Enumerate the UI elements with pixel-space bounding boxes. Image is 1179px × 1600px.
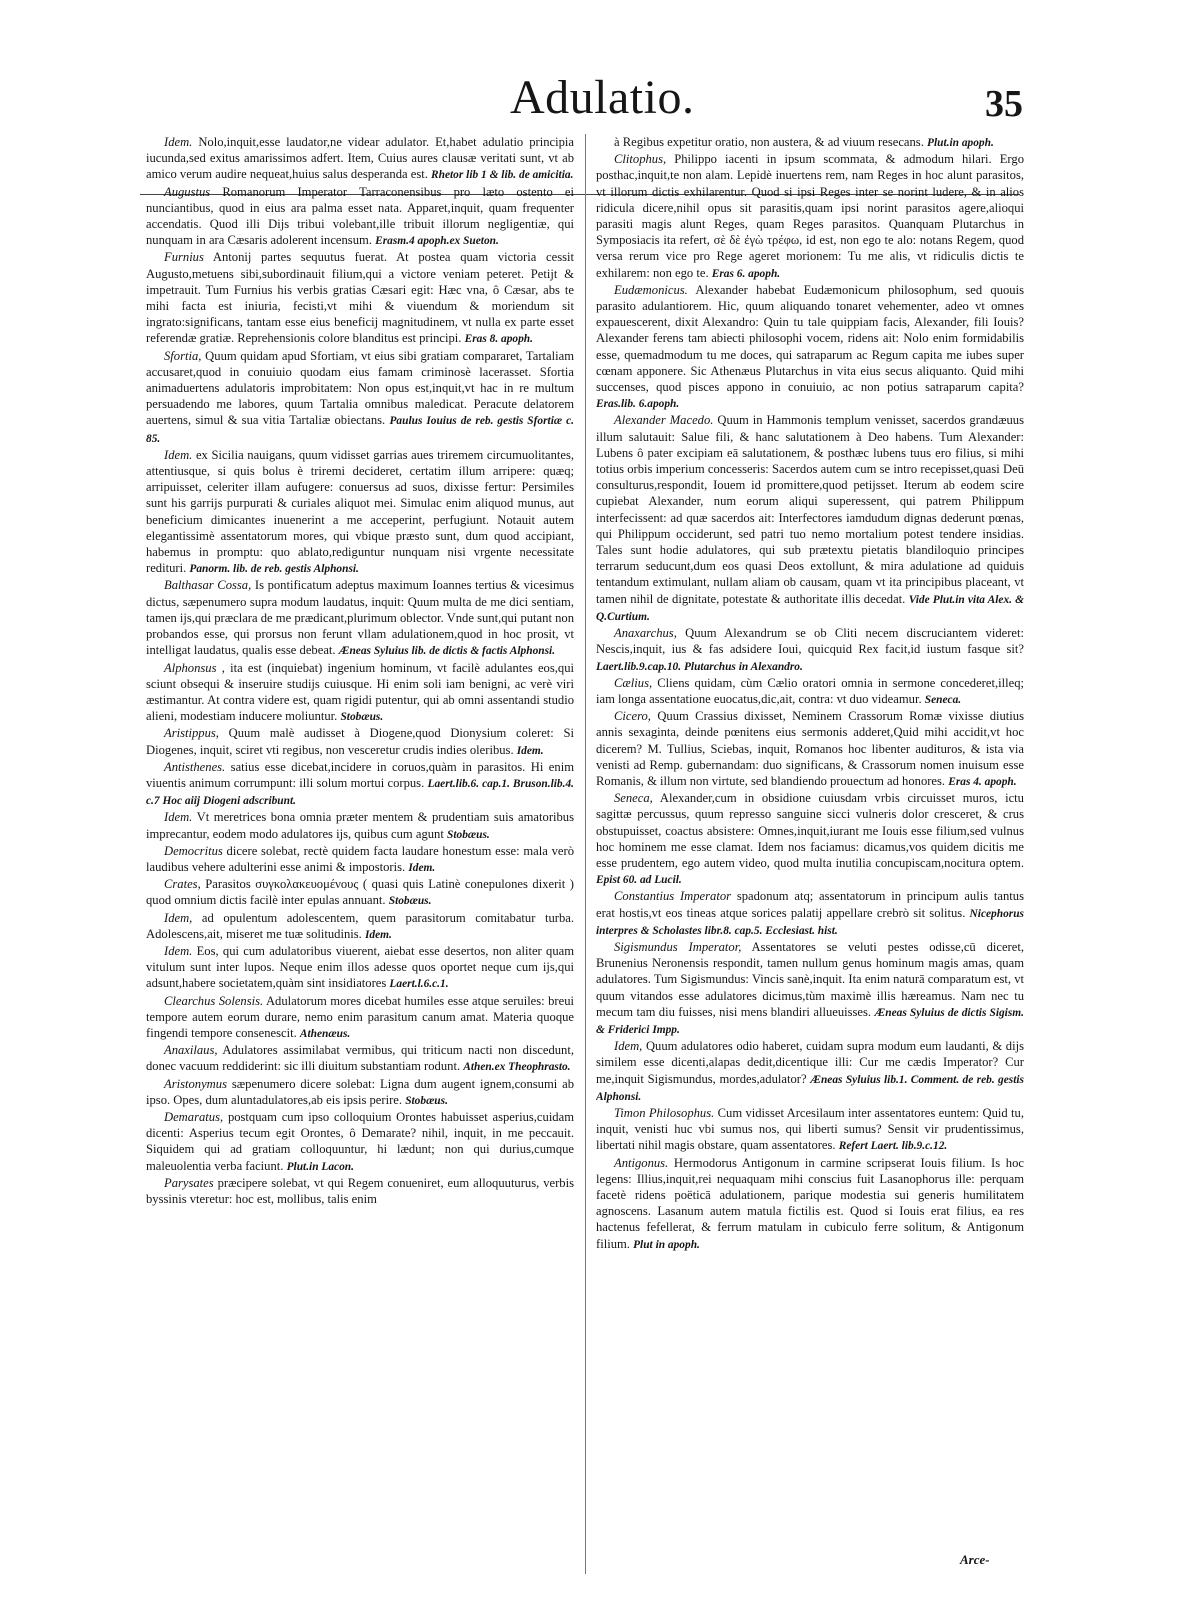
entry-citation: Panorm. lib. de reb. gestis Alphonsi. — [189, 563, 359, 576]
entry-lead-name: Clearchus Solensis. — [164, 993, 264, 1008]
entry-citation: Eras 8. apoph. — [464, 333, 533, 346]
entry-citation: Idem. — [408, 861, 436, 874]
entry-citation: Eras.lib. 6.apoph. — [596, 398, 680, 411]
entry-lead-name: Antisthenes. — [164, 759, 226, 774]
entry-citation: Æneas Syluius lib. de dictis & factis Alphonsi. — [338, 645, 556, 658]
apophthegm-entry — [596, 1155, 1024, 1253]
entry-citation: Athenæus. — [299, 1027, 351, 1040]
entry-lead-name: Democritus — [164, 843, 223, 858]
catchword: Arce- — [960, 1552, 990, 1567]
entry-citation: Idem. — [516, 744, 544, 757]
entry-lead-name: Balthasar Cossa, — [164, 578, 252, 593]
left-column — [146, 134, 574, 1574]
entry-lead-name: Idem. — [164, 447, 193, 462]
entry-citation: Paulus Iouius de reb. gestis Sfortiæ c. 85. — [146, 415, 574, 445]
entry-lead-name: Seneca, — [614, 791, 653, 806]
apophthegm-entry — [596, 625, 1024, 675]
apophthegm-entry — [596, 151, 1024, 282]
entry-citation: Refert Laert. lib.9.c.12. — [838, 1140, 948, 1153]
entry-lead-name: Constantius Imperator — [614, 889, 732, 904]
entry-citation: Seneca. — [924, 693, 962, 706]
entry-citation: Eras 6. apoph. — [711, 267, 781, 280]
entry-text: Quum malè audisset à Diogene,quod Dionysium coleret: Si Diogenes, inquit, sciret vti regibus, non vesceretur crudis indies oleribus. — [146, 726, 574, 757]
entry-citation: Stobæus. — [388, 895, 432, 908]
entry-text: Hermodorus Antigonum in carmine scripserat Iouis filium. Is hoc legens: Illius,inquit,rei nequaquam mihi conscius fuit Lasanophorus ille: perquam facetè ridens poëticā adulationem, parique modestia sui generis humilitatem agnoscens. Lasanum autem matula fictilis est. Quod si Iouis erat filius, ea res hactenus fefellerat, & ferrum matulam in cubiculo ferre solitum, & Antigonum filium. — [596, 1155, 1024, 1251]
entry-citation: Laert.l.6.c.1. — [389, 978, 449, 991]
entry-lead-name: Demaratus, — [164, 1109, 224, 1124]
entry-text: Parasitos συγκολακευομένους ( quasi quis Latinè conepulones dixerit ) quod omnium dictis facilè inter epulas annuant. — [146, 877, 574, 908]
entry-citation: Idem. — [364, 928, 392, 941]
apophthegm-entry — [146, 993, 574, 1043]
apophthegm-entry — [146, 134, 574, 184]
entry-lead-name: Clitophus, — [614, 152, 667, 167]
entry-lead-name: Timon Philosophus. — [614, 1105, 715, 1120]
entry-lead-name: Idem. — [164, 943, 193, 958]
entry-text: sæpenumero dicere solebat: Ligna dum augent ignem,consumi ab ipso. Opes, dum aluntadulatores,ab eis ipsis perire. — [146, 1076, 574, 1107]
apophthegm-entry — [596, 939, 1024, 1038]
entry-citation: Epist 60. ad Lucil. — [596, 874, 682, 887]
entry-text: Quum in Hammonis templum venisset, sacerdos grandæuus illum salutauit: Salue fili, & hanc salutationem à Deo habens. Tum Alexander: Lubens ô pater excipiam eā salutationem, & posthæc lubens tuus ero filius, si mihi totius orbis imperium concesseris: Sacerdos autem cum se intro recepisset,quasi Deū consulturus,respondit, Iouem id promittere,quod petijsset. Iterum ab eodem scire cupiebat Alexander, num eorum aliqui superessent, qui patrem Philippum interfecissent: ad quæ sacerdos ait: Interfectores iamdudum dignas dederunt pœnas, qui Philippum occiderunt, sed patri tuo nemo mortalium potest tendere insidias. Tales sunt hodie adulatores, qui sub prætextu pietatis blandiloquio principes terrarum seducunt,dum eos quasi Deos extollunt, & mira adulatione ad quiduis tentandum extimulant, nullam aliam ob causam, quam vt ita principibus placeant, vt tamen nihil de dignitate, potestate & authoritate illis decedat. — [596, 413, 1024, 606]
apophthegm-entry — [146, 447, 574, 578]
entry-text: à Regibus expetitur oratio, non austera, & ad viuum resecans. — [614, 135, 924, 149]
entry-citation: Vide Plut.in vita Alex. & Q.Curtium. — [596, 593, 1024, 623]
entry-text: ex Sicilia nauigans, quum vidisset garrias aues triremem circumuolitantes, attentiusque, si quis bolus è triremi decideret, certatim illum arripere: quæq; arripuisset, celeriter illam aufugere: conuersus ad suos, dixisse fertur: Persimiles sunt his garrijs purpurati & curiales aliquot mei. Simulac enim aliquod munus, aut beneficium dimicantes inuenerint a me acceperint, perfugiunt. Notauit autem elegantissimè assentatorum mores, qui vbique præsto sunt, dum quod accipiant, habemus in promptu: quo ablato,rediguntur nunquam nisi vrgente necessitate redituri. — [146, 447, 574, 576]
entry-text: præcipere solebat, vt qui Regem conueniret, eum alloquuturus, verbis byssinis vteretur: hoc est, mollibus, talis enim — [146, 1175, 574, 1206]
entry-lead-name: Idem. — [164, 135, 193, 149]
entry-text: spadonum atq; assentatorum in principum aulis tantus erat hostis,vt eos tineas atque sorices palatij appellare crebrò sit solitus. — [596, 889, 1024, 920]
apophthegm-entry — [146, 577, 574, 659]
entry-lead-name: Eudæmonicus. — [614, 282, 688, 297]
entry-citation: Æneas Syluius lib.1. Comment. de reb. gestis Alphonsi. — [596, 1073, 1024, 1103]
apophthegm-entry — [146, 1109, 574, 1175]
entry-text: Alexander,cum in obsidione cuiusdam vrbis circuisset muros, ictu sagittæ percussus, quum represso sanguine sicci vulneris dolor cresceret, & crus obstupuisset, coactus absistere: Omnes,inquit,iurant me Iouis esse filium,sed vulnus hoc hominem me esse clamat. Idem nos faciamus: dicamus,vos quidem dicitis me esse prudentem, ego autem video, quod multa inutilia concupiscam,nocitura optem. — [596, 791, 1024, 870]
entry-lead-name: Augustus — [164, 184, 211, 199]
entry-citation: Rhetor lib 1 & lib. de amicitia. — [431, 169, 574, 182]
apophthegm-entry — [146, 184, 574, 250]
entry-text: ad opulentum adolescentem, quem parasitorum comitabatur turba. Adolescens,ait, miseret me tuæ solitudinis. — [146, 910, 574, 941]
entry-citation: Laert.lib.9.cap.10. Plutarchus in Alexandro. — [596, 660, 803, 673]
entry-lead-name: Anaxilaus, — [164, 1043, 218, 1058]
entry-citation: Plut.in apoph. — [927, 137, 994, 149]
entry-text: Adulatores assimilabat vermibus, qui triticum nacti non discedunt, donec vacuum reddiderint: sic illi diuitum substantiam rodunt. — [146, 1043, 574, 1074]
page-title: Adulatio. — [510, 71, 695, 124]
entry-citation: Stobæus. — [405, 1094, 448, 1107]
entry-lead-name: Furnius — [164, 250, 204, 265]
entry-lead-name: Idem, — [164, 910, 193, 925]
entry-citation: Athen.ex Theophrasto. — [463, 1061, 571, 1074]
entry-lead-name: Parysates — [164, 1175, 214, 1190]
entry-citation: Erasm.4 apoph.ex Sueton. — [375, 235, 499, 248]
entry-text: Quum adulatores odio haberet, cuidam supra modum eum laudanti, & dijs similem esse dicenti,alapas dedit,dicentique illi: Cur me cædis Imperator? Cur me,inquit Sigismundus, mordes,adulator? — [596, 1039, 1024, 1086]
apophthegm-entry — [596, 888, 1024, 939]
apophthegm-entry — [146, 660, 574, 726]
entry-text: Assentatores se veluti pestes odisse,cū diceret, Brunenius Neronensis respondit, tamen nullum genus hominum magis amas, quam adulatores. Tum Sigismundus: Vincis sanè,inquit. Ita enim naturā comparatum est, vt quum vitandos esse adulatores dicimus,tùm maximè illis hæreamus. Nam nec tu mecum tam diu fuisses, nisi mens blandiri allueuisses. — [596, 939, 1024, 1019]
apophthegm-entry — [596, 790, 1024, 888]
entry-text: Antonij partes sequutus fuerat. At postea quam victoria cessit Augusto,metuens sibi,subordinauit filium,qui a victore veniam peteret. Petijt & impetrauit. Tum Furnius his verbis gratias Cæsari egit: Hæc vna, ô Cæsar, abs te mihi facta est iniuria, fecisti,vt mihi & viuendum & moriendum sit ingrato:significans, tantam esse eius beneficij magnitudinem, vt nulla ex parte esset referendæ gratiæ. Reprehensionis colore blanditus est principi. — [146, 250, 574, 346]
entry-citation: Plut in apoph. — [633, 1238, 700, 1251]
entry-text: Nolo,inquit,esse laudator,ne videar adulator. Et,habet adulatio principia iucunda,sed exitus amarissimos adfert. Item, Cuius aures clausæ veritati sunt, vt ab amico verum audire nequeat,huius salus desperanda est. — [146, 135, 574, 182]
column-divider — [585, 134, 586, 1574]
entry-lead-name: Crates, — [164, 877, 201, 892]
entry-text: Quum quidam apud Sfortiam, vt eius sibi gratiam compararet, Tartaliam accusaret,quod in conuiuio quodam eius famam criminosè lacerasset. Sfortia animaduertens adulatoris improbitatem: Non opus est,inquit,vt hac in re multum persuadendo me labores, quum Tartalia omnibus maledicat. Peracute delatorem auertens, simul & sua vitia Tartaliæ obiectans. — [146, 348, 574, 428]
entry-text: Romanorum Imperator Tarraconensibus pro læto ostento ei nunciantibus, quod in eius ara palma esset nata. Apparet,inquit, quam frequenter accendatis. Quod illi Dijs tribui volebant,ille tribuit illorum negligentiæ, qui nunquam in ara Cæsaris adolerent incensum. — [146, 184, 574, 248]
apophthegm-entry — [596, 282, 1024, 413]
entry-text: , ita est (inquiebat) ingenium hominum, vt facilè adulantes eos,qui sciunt obsequi & inseruire studijs cuiusque. Hi enim soli iam benigni, ac verè viri æstimantur. At contra videre est, quam rigidi putentur, qui ab omni assentandi studio alieni, modestiam inducere moliuntur. — [146, 660, 574, 724]
entry-lead-name: Idem. — [164, 810, 193, 825]
entry-lead-name: Cicero, — [614, 709, 651, 724]
apophthegm-entry — [146, 943, 574, 993]
entry-text: Adulatorum mores dicebat humiles esse atque seruiles: breui tempore autem eorum durare, nemo enim parasitum canum amat. Materia quoque fingendi tempore consenescit. — [146, 993, 574, 1040]
entry-text: Philippo iacenti in ipsum scommata, & admodum hilari. Ergo posthac,inquit,te non alam. Lepidè inuertens rem, nam Reges in hoc alunt parasitos, vt illorum dictis exhilarentur. Quod si ipsi Reges inter se norint ludere, & in alios ridicula dicere,nihil opus sit parasitis,quam ipsi norint parasitos agere,alioqui parasiti magis alunt Reges, quam Reges parasitos. Quanquam Plutarchus in Symposiacis ita refert, σὲ δὲ ἐγὼ τρέφω, id est, non ego te alo: notans Regem, quod versa rerum vice pro Rege ageret morionem: Tu me alis, vt ridiculis dictis te exhilarem: non ego te. — [596, 152, 1024, 280]
apophthegm-entry — [146, 910, 574, 943]
entry-citation: Nicephorus interpres & Scholastes libr.8. cap.5. Ecclesiast. hist. — [596, 907, 1024, 937]
apophthegm-entry — [596, 675, 1024, 708]
entry-citation: Stobæus. — [447, 828, 490, 841]
entry-lead-name: Cælius, — [614, 675, 653, 690]
entry-text: Quum Alexandrum se ob Cliti necem discruciantem videret: Nescis,inquit, ius & fas adsidere Ioui, quicquid Rex facit,id iustum fasque sit? — [596, 626, 1024, 657]
entry-text: Cliens quidam, cùm Cælio oratori omnia in sermone concederet,illeq; iam longa assentatione euocatus,dic,ait, contra: vt duo videamur. — [596, 675, 1024, 706]
entry-text: Quum Crassius dixisset, Neminem Crassorum Romæ vixisse diutius annis sexaginta, deinde pœnitens eius sermonis adderet,Quid mihi accidit,vt hoc dicerem? M. Tullius, Sciebas, inquit, Romanos hoc libenter audituros, & ista via venisti ad Remp. gubernandam: duo significans, & Crassorum nomen inuisum esse Romanis, & illum non virtute, sed blandiendo prouectum ad honores. — [596, 709, 1024, 788]
entry-lead-name: Aristippus, — [164, 726, 219, 741]
apophthegm-entry — [146, 1076, 574, 1109]
entry-citation: Eras 4. apoph. — [948, 775, 1017, 788]
entry-lead-name: Antigonus. — [614, 1155, 669, 1170]
apophthegm-entry — [146, 348, 574, 447]
apophthegm-entry — [146, 1175, 574, 1208]
entry-lead-name: Alexander Macedo. — [614, 413, 714, 428]
entry-lead-name: Alphonsus — [164, 660, 217, 675]
entry-text: postquam cum ipso colloquium Orontes habuisset asperius,cuidam dicenti: Asperius tecum egit Orontes, ô Demarate? nihil, inquit, in me peccauit. Siquidem qui ad gratiam colloquuntur, hi lædunt; non qui durius,cumque maleuolentia verba faciunt. — [146, 1109, 574, 1173]
entry-citation: Æneas Syluius de dictis Sigism. & Friderici Impp. — [596, 1006, 1024, 1036]
apophthegm-entry — [596, 134, 1024, 151]
right-column — [596, 134, 1024, 1574]
entry-citation: Stobæus. — [340, 711, 384, 724]
page-number: 35 — [985, 83, 1023, 125]
entry-text: Alexander habebat Eudæmonicum philosophum, sed quouis parasito adulantiorem. Hic, quum aliquando tonaret vehementer, adeo vt omnes expauescerent, dixit Alexandro: Quin tu tale quippiam facis, Alexander, fili Iouis? Alexander ferens tam abiecti philosophi vocem, ridens ait: Nolo enim formidabilis esse, quemadmodum tu me doces, qui satraparum ac Regum capita me iubes super cœnam apponere. Sic Athenæus Plutarchus in vita eius secus aliquanto. Quid mihi succenses, quod pisces appono in conuiuio, ac non potius satraparum capita? — [596, 282, 1024, 395]
apophthegm-entry — [146, 725, 574, 758]
entry-text: dicere solebat, rectè quidem facta laudare honestum esse: mala verò laudibus vehere adulterini esse animi & impostoris. — [146, 843, 574, 874]
entry-text: Eos, qui cum adulatoribus viuerent, aiebat esse desertos, non aliter quam vitulum sunt inter lupos. Neque enim illos adesse quos oportet neque cum ijs,qui adsunt,habere societatem,quàm sint insidiatores — [146, 943, 574, 991]
apophthegm-entry — [146, 759, 574, 810]
entry-text: Vt meretrices bona omnia præter mentem & prudentiam suis amatoribus imprecantur, eodem modo adulatores ijs, quibus cum agunt — [146, 810, 574, 841]
apophthegm-entry — [146, 249, 574, 347]
entry-lead-name: Anaxarchus, — [614, 626, 677, 641]
apophthegm-entry — [596, 1038, 1024, 1105]
entry-lead-name: Aristonymus — [164, 1076, 227, 1091]
entry-text: Is pontificatum adeptus maximum Ioannes tertius & vicesimus dictus, sæpenumero supra modum laudatus, inquit: Quum multa de me dici sentiam, tamen ijs,qui præclara de me prædicant,plurimum oblector. Vnde sunt,qui putant non probandos esse, qui prorsus non ferunt vllam adulationem,quod in hoc prosit, vt intelligat laudatus, qualis esse debeat. — [146, 578, 574, 658]
apophthegm-entry — [146, 876, 574, 909]
apophthegm-entry — [146, 809, 574, 842]
entry-citation: Laert.lib.6. cap.1. Bruson.lib.4. c.7 Hoc aiij Diogeni adscribunt. — [146, 777, 574, 808]
apophthegm-entry — [596, 708, 1024, 790]
entry-text: satius esse dicebat,incidere in coruos,quàm in parasitos. Hi enim viuentis animum corrumpunt: illi solum mortui corpus. — [146, 759, 574, 790]
running-head — [0, 68, 1179, 132]
apophthegm-entry — [596, 1105, 1024, 1155]
entry-lead-name: Idem, — [614, 1039, 643, 1054]
entry-text: Cum vidisset Arcesilaum inter assentatores euntem: Quid tu, inquit, venisti huc vbi sumus nos, qui liberti sumus? Sensit vir prudentissimus, libertati nihil magis obstare, quam assentatores. — [596, 1105, 1024, 1153]
apophthegm-entry — [596, 412, 1024, 625]
apophthegm-entry — [146, 843, 574, 876]
entry-lead-name: Sigismundus Imperator, — [614, 939, 742, 954]
entry-lead-name: Sfortia, — [164, 348, 202, 363]
apophthegm-entry — [146, 1042, 574, 1075]
entry-citation: Plut.in Lacon. — [286, 1160, 354, 1173]
